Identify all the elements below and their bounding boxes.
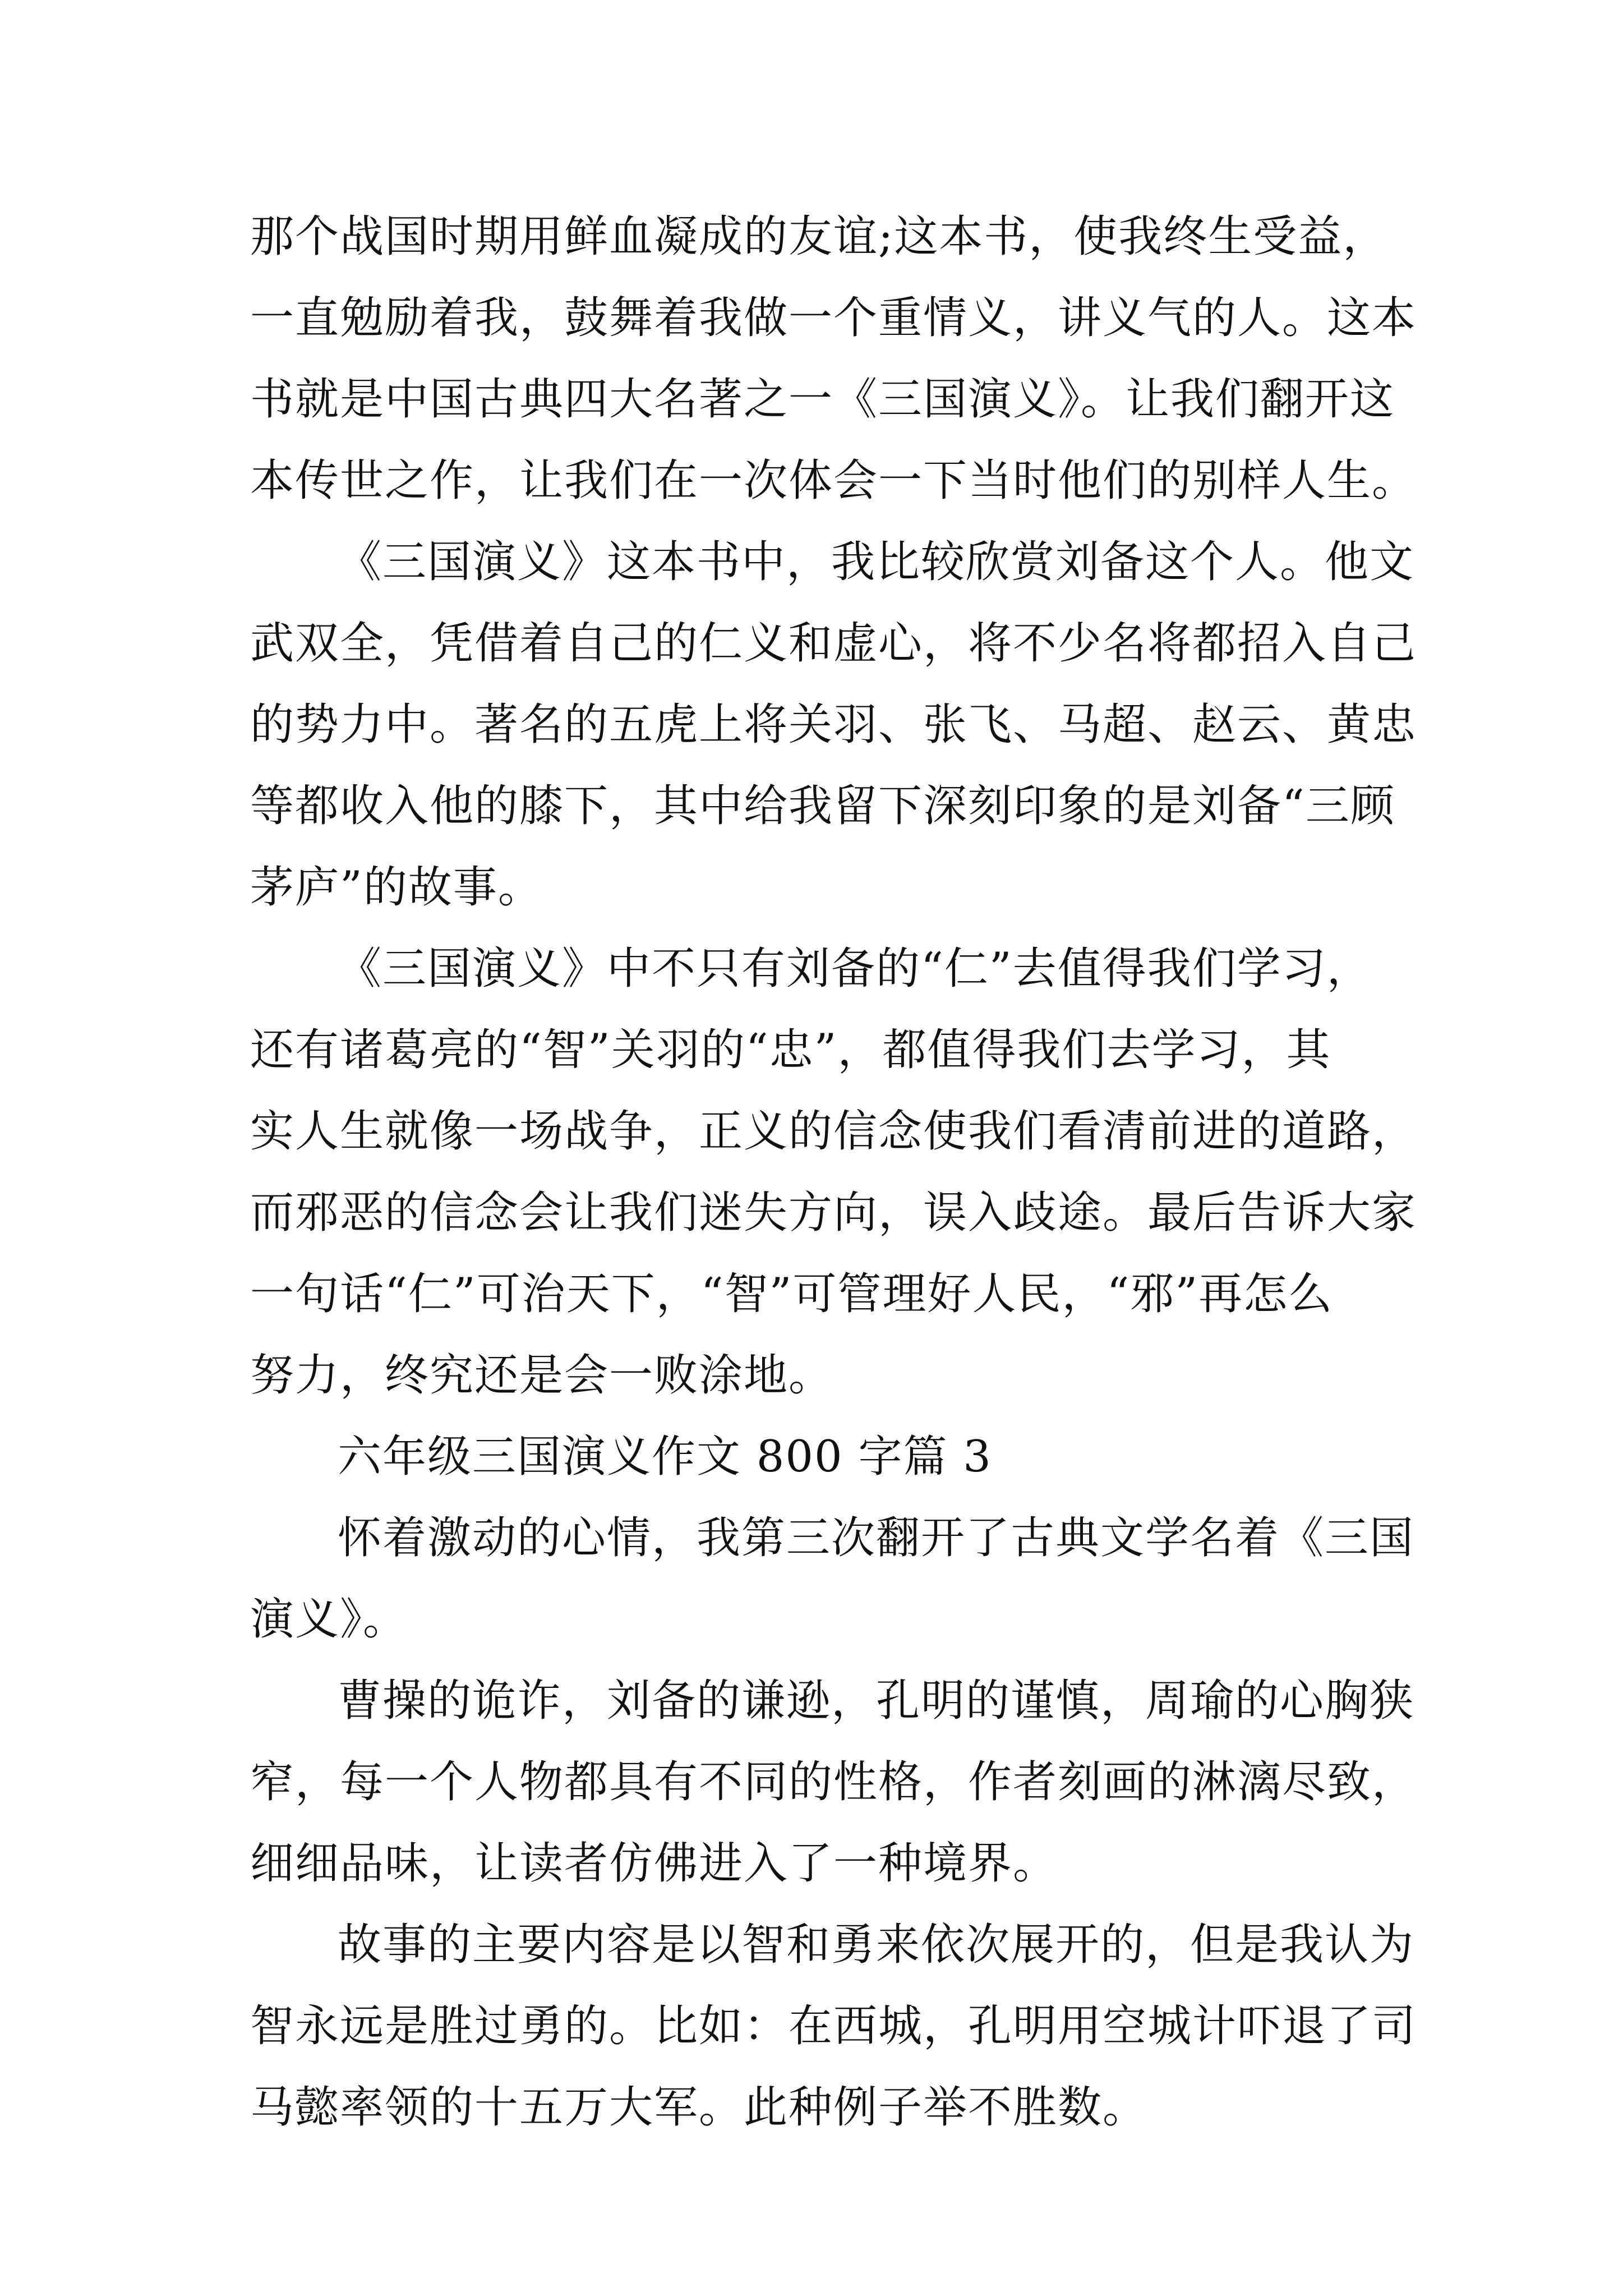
paragraph-start-line: 故事的主要内容是以智和勇来依次展开的，但是我认为: [338, 1920, 1415, 1970]
text-line: 的势力中。著名的五虎上将关羽、张飞、马超、赵云、黄忠: [250, 700, 1417, 750]
text-line: 演义》。: [250, 1594, 408, 1645]
text-line: 那个战国时期用鲜血凝成的友谊;这本书，使我终生受益，: [250, 211, 1388, 262]
text-line: 窄，每一个人物都具有不同的性格，作者刻画的淋漓尽致，: [250, 1757, 1417, 1807]
text-line: 一句话“仁”可治天下，“智”可管理好人民，“邪”再怎么: [250, 1269, 1334, 1319]
text-line: 细细品味，让读者仿佛进入了一种境界。: [250, 1838, 1058, 1889]
text-line: 马懿率领的十五万大军。此种例子举不胜数。: [250, 2082, 1148, 2133]
text-line: 茅庐”的故事。: [250, 862, 543, 913]
text-line: 还有诸葛亮的“智”关羽的“忠”，都值得我们去学习，其: [250, 1025, 1331, 1075]
text-line: 本传世之作，让我们在一次体会一下当时他们的别样人生。: [250, 455, 1417, 506]
text-line: 努力，终究还是会一败涂地。: [250, 1350, 834, 1401]
paragraph-start-line: 怀着激动的心情，我第三次翻开了古典文学名着《三国: [338, 1513, 1415, 1563]
text-line: 一直勉励着我，鼓舞着我做一个重情义，讲义气的人。这本: [250, 293, 1417, 343]
text-line: 智永远是胜过勇的。比如：在西城，孔明用空城计吓退了司: [250, 2001, 1417, 2051]
body-text: [250, 196, 1417, 2148]
paragraph-start-line: 《三国演义》中不只有刘备的“仁”去值得我们学习，: [338, 944, 1372, 994]
text-line: 武双全，凭借着自己的仁义和虚心，将不少名将都招入自己: [250, 618, 1417, 669]
text-line: 书就是中国古典四大名著之一《三国演义》。让我们翻开这: [250, 374, 1395, 425]
paragraph-start-line: 《三国演义》这本书中，我比较欣赏刘备这个人。他文: [338, 537, 1415, 587]
text-line: 实人生就像一场战争，正义的信念使我们看清前进的道路，: [250, 1106, 1417, 1157]
section-heading: 六年级三国演义作文 800 字篇 3: [338, 1432, 992, 1482]
text-line: 而邪恶的信念会让我们迷失方向，误入歧途。最后告诉大家: [250, 1188, 1417, 1238]
text-line: 等都收入他的膝下，其中给我留下深刻印象的是刘备“三顾: [250, 781, 1395, 831]
paragraph-start-line: 曹操的诡诈，刘备的谦逊，孔明的谨慎，周瑜的心胸狭: [338, 1676, 1415, 1726]
